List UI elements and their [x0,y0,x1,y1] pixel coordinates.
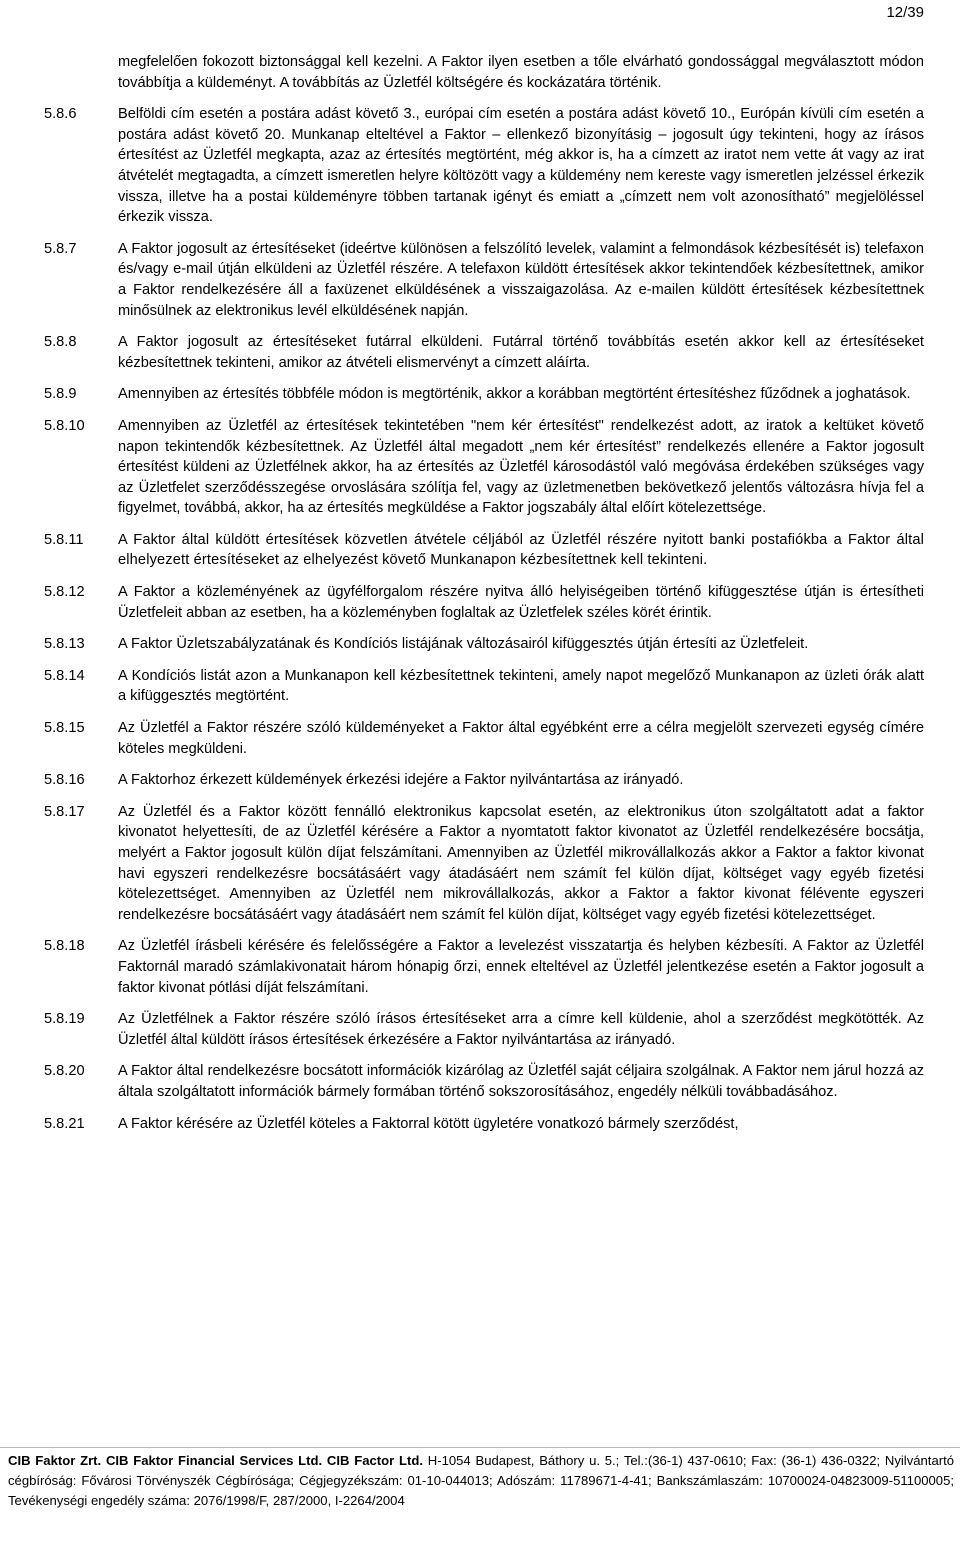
clause-5-8-14 [44,666,924,707]
clause-text: A Kondíciós listát azon a Munkanapon kell kézbesítettnek tekinteni, amely napot megelőző Munkanapon az üzleti órák alatt a kifüggesztés megtörtént. [118,667,924,705]
clause-5-8-6 [44,104,924,228]
clause-number: 5.8.9 [44,386,77,403]
clause-5-8-15 [44,718,924,759]
footer-divider [0,1447,960,1448]
clause-text: A Faktor jogosult az értesítéseket (ideértve különösen a felszólító levelek, valamint a felmondások kézbesítését is) telefaxon és/vagy e-mail útján elküldeni az Üzletfél részére. A telefaxon küldött értesítések akkor tekintendőek kézbesítettnek, amikor a Faktor rendelkezésére áll a faxüzenet elküldésének a visszaigazolása. Az e-mailen küldött értesítések kézbesítettnek minősülnek az elektronikus levél elküldésének napján. [118,240,924,319]
clause-text: A Faktor jogosult az értesítéseket futárral elküldeni. Futárral történő továbbítás esetén akkor kell az értesítéseket kézbesítettnek tekinteni, amikor az átvételi elismervényt a címzett aláírta. [118,334,924,371]
clause-5-8-21 [44,1114,924,1135]
clause-number: 5.8.14 [44,667,85,684]
footer-company-name-alt: CIB Factor Ltd. [326,1453,423,1468]
clause-number: 5.8.7 [44,240,77,257]
clause-number: 5.8.18 [44,938,85,955]
clause-5-8-12 [44,582,924,623]
clause-text: Belföldi cím esetén a postára adást követő 3., európai cím esetén a postára adást követő 10., Európán kívüli cím esetén a postára adást követő 20. Munkanap elteltével a Faktor – ellenkező bizonyításig – jogosult úgy tekinteni, hogy az írásos értesítést az Üzletfél megkapta, azaz az értesítés megtörtént, még akkor is, ha a címzett az iratot nem vette át vagy az irat átvételét megtagadta, a címzett ismeretlen helyre költözött vagy a küldemény nem kereste vagy ismeretlen jelzéssel érkezik vissza, illetve ha a postai küldeményre többen tartanak igényt és emiatt a „címzett nem volt azonosítható” megjelöléssel érkezik vissza. [118,106,924,226]
clause-5-8-16 [44,770,924,791]
clause-5-8-18 [44,936,924,998]
clause-text: A Faktor által küldött értesítések közvetlen átvétele céljából az Üzletfél részére nyitott banki postafiókba a Faktor által elhelyezett értesítéseket az elhelyezést követő Munkanapon kézbesítettnek kell tekinteni. [118,531,924,569]
clause-text: Amennyiben az Üzletfél az értesítések tekintetében "nem kér értesítést" rendelkezést adott, az iratok a keltüket követő napon tekintendők kézbesítettnek. Az Üzletfél által megadott „nem kér értesítést” rendelkezés ellenére a Faktor jogosult értesítést küldeni az Üzletfélnek akkor, ha az értesítés az Üzletfél károsodástól való megóvása érdekében szükséges vagy az Üzletfelet szerződésszegése orvoslására szólítja fel, vagy az üzletmenetben bekövetkező jelentős változásra hívja fel a figyelmet, továbbá, akkor, ha az értesítés megküldése a Faktor jogszabály által előírt kötelezettsége. [118,417,924,517]
clause-5-8-13 [44,634,924,655]
document-body [44,52,924,1145]
footer-company-name-en: CIB Faktor Financial Services Ltd. [105,1453,323,1468]
clause-5-8-7 [44,239,924,321]
clause-5-8-11 [44,530,924,571]
clause-number: 5.8.21 [44,1115,85,1132]
clause-text: Az Üzletfélnek a Faktor részére szóló írásos értesítéseket arra a címre kell küldenie, ahol a szerződést megkötötték. Az Üzletfél által küldött írásos értesítések érkezésére a Faktor nyilvántartása az irányadó. [118,1011,924,1048]
clause-number: 5.8.12 [44,584,85,601]
clause-number: 5.8.11 [44,531,84,548]
clause-text: A Faktor kérésére az Üzletfél köteles a Faktorral kötött ügyletére vonatkozó bármely szerződést, [118,1115,739,1132]
clause-5-8-20 [44,1061,924,1102]
clause-number: 5.8.13 [44,636,85,653]
clause-text: A Faktorhoz érkezett küldemények érkezési idejére a Faktor nyilvántartása az irányadó. [118,772,684,789]
clause-number: 5.8.16 [44,772,85,789]
clause-text: Amennyiben az értesítés többféle módon is megtörténik, akkor a korábban megtörtént értesítéshez fűződnek a joghatások. [118,386,911,403]
clause-5-8-8 [44,332,924,373]
clause-5-8-19 [44,1009,924,1050]
clause-text: Az Üzletfél és a Faktor között fennálló elektronikus kapcsolat esetén, az elektronikus úton szolgáltatott adat a faktor kivonatot helyettesíti, de az Üzletfél kérésére a Faktor a nyomtatott faktor kivonatot az Üzletfél rendelkezésére bocsátja, melyért a Faktor jogosult külön díjat felszámítani. Amennyiben az Üzletfél mikrovállalkozás akkor a Faktor a faktor kivonat havi egyszeri rendelkezésre bocsátásáért vagy átadásáért nem számít fel külön díjat, költséget vagy egyéb fizetési kötelezettséget. Amennyiben az Üzletfél nem mikrovállalkozás, akkor a Faktor a faktor kivonat félévente egyszeri rendelkezésre bocsátásáért vagy átadásáért nem számít fel külön díjat, költséget vagy egyéb fizetési kötelezettséget. [118,803,924,923]
clause-text: A Faktor Üzletszabályzatának és Kondíciós listájának változásairól kifüggesztés útján értesíti az Üzletfeleit. [118,636,809,653]
clause-number: 5.8.15 [44,720,85,737]
page-number: 12/39 [886,4,924,21]
clause-5-8-10 [44,416,924,519]
clause-number: 5.8.17 [44,803,85,820]
clause-number: 5.8.8 [44,334,77,351]
page-footer [8,1451,954,1510]
clause-5-8-9 [44,384,924,405]
clause-text: A Faktor által rendelkezésre bocsátott információk kizárólag az Üzletfél saját céljaira szolgálnak. A Faktor nem járul hozzá az általa szolgáltatott információk bármely formában történő sokszorosításához, engedély nélküli továbbadásához. [118,1063,924,1100]
clause-5-8-17 [44,802,924,926]
clause-number: 5.8.6 [44,106,77,123]
footer-company-name-hu: CIB Faktor Zrt. [8,1453,102,1468]
clause-number: 5.8.19 [44,1011,85,1028]
intro-paragraph: megfelelően fokozott biztonsággal kell kezelni. A Faktor ilyen esetben a tőle elvárható gondossággal megválasztott módon továbbítja a küldeményt. A továbbítás az Üzletfél költségére és kockázatára történik. [118,54,924,91]
footer-company-details: H-1054 Budapest, Báthory u. 5.; Tel.:(36-1) 437-0610; Fax: (36-1) 436-0322; Nyilvántartó cégbíróság: Fővárosi Törvényszék Cégbírósága; Cégjegyzékszám: 01-10-044013; Adószám: 11789671-4-41; Bankszámlaszám: 10700024-04823009-51100005; Tevékenységi engedély száma: 2076/1998/F, 287/2000, I-2264/2004 [8,1453,955,1508]
clause-text: A Faktor a közleményének az ügyfélforgalom részére nyitva álló helyiségeiben történő kifüggesztése útján is értesítheti Üzletfeleit abban az esetben, ha a közleményben foglaltak az Üzletfelek széles körét érintik. [118,584,924,621]
clause-number: 5.8.10 [44,417,85,434]
clause-text: Az Üzletfél írásbeli kérésére és felelősségére a Faktor a levelezést visszatartja és helyben kézbesíti. A Faktor az Üzletfél Faktornál maradó számlakivonatait három hónapig őrzi, ennek elteltével az Üzletfél jelentkezése esetén a Faktor jogosult a faktor kivonat pótlási díját felszámítani. [118,938,924,996]
clause-number: 5.8.20 [44,1063,85,1080]
clause-text: Az Üzletfél a Faktor részére szóló küldeményeket a Faktor által egyébként erre a célra megjelölt szervezeti egység címére köteles megküldeni. [118,720,924,757]
